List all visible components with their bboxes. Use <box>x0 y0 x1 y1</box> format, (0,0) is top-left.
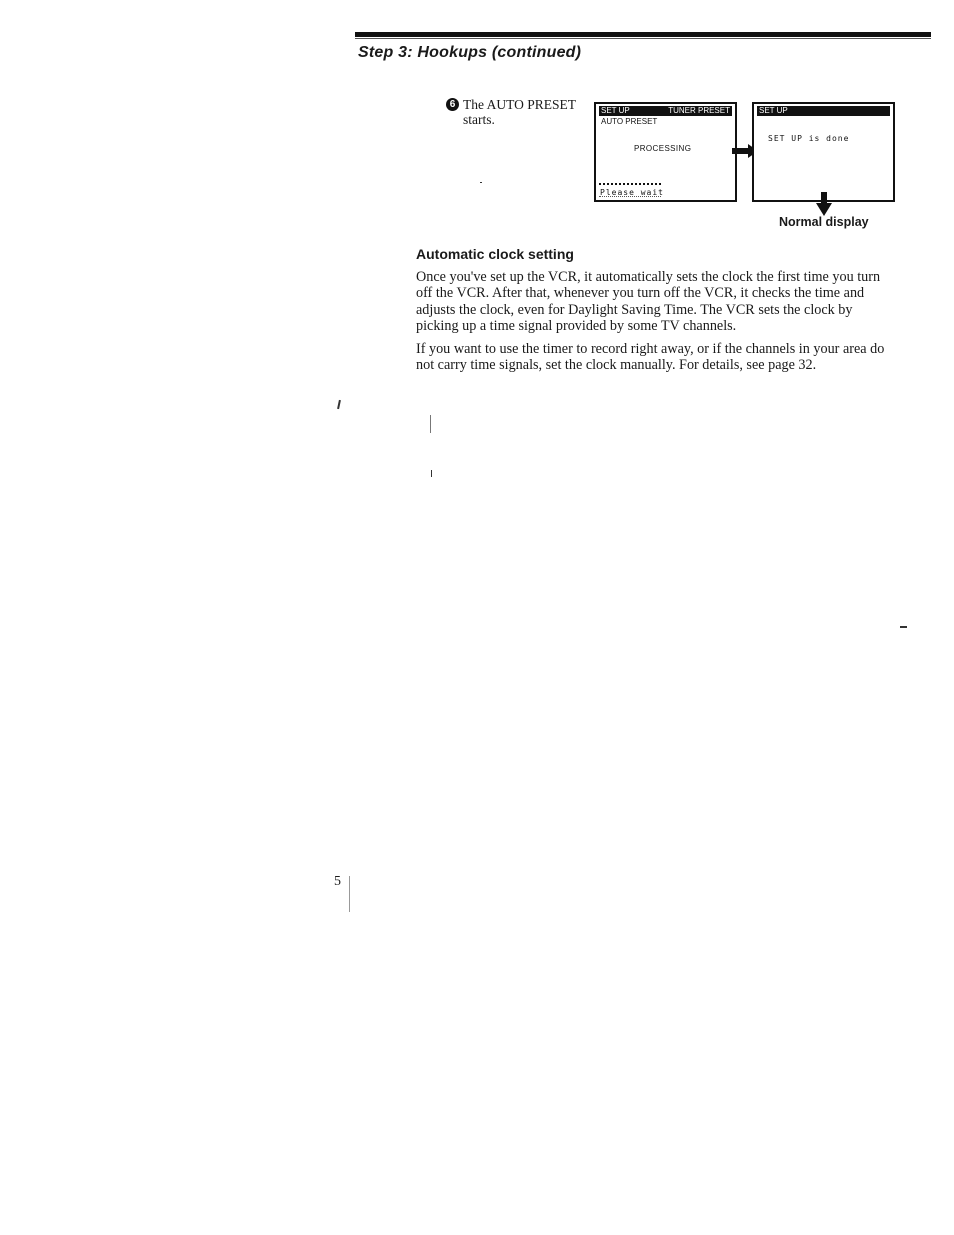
osd-please-wait: Please wait <box>600 188 664 197</box>
osd-bar-left: SET UP <box>759 106 788 115</box>
normal-display-label: Normal display <box>779 215 869 229</box>
header-rule <box>355 32 931 37</box>
scan-speck <box>431 470 432 477</box>
osd-screen-auto-preset <box>594 102 737 202</box>
osd-title-bar <box>599 106 732 116</box>
osd-title-bar <box>757 106 890 116</box>
osd-bar-left: SET UP <box>601 106 630 115</box>
osd-screen-setup-done <box>752 102 895 202</box>
step-number-badge: 6 <box>446 98 459 111</box>
osd-setup-done-text: SET UP is done <box>768 134 850 143</box>
section-paragraph-1: Once you've set up the VCR, it automatically sets the clock the first time you turn off the VCR. After that, whenever you turn off the VCR, it checks the time and adjusts the clock, even for Daylight Saving Time. The VCR sets the clock by picking up a time signal provided by some TV channels. <box>416 269 881 334</box>
arrow-down-icon <box>814 192 834 216</box>
page-number: 5 <box>334 874 341 889</box>
scan-speck <box>337 400 341 409</box>
gutter-line <box>349 876 350 912</box>
step-text: The AUTO PRESET starts. <box>463 97 576 127</box>
page-header: Step 3: Hookups (continued) <box>358 44 582 61</box>
scan-speck <box>430 415 431 433</box>
osd-processing-text: PROCESSING <box>634 144 692 153</box>
osd-bar-right: TUNER PRESET <box>668 106 730 115</box>
header-rule-thin <box>355 38 931 39</box>
section-paragraph-2: If you want to use the timer to record right away, or if the channels in your area do not carry time signals, set the clock manually. For details, see page 32. <box>416 341 885 374</box>
osd-progress-dots-bottom <box>599 196 661 197</box>
scan-speck <box>900 626 907 628</box>
scan-speck <box>480 182 482 183</box>
section-title: Automatic clock setting <box>416 246 574 262</box>
osd-auto-preset-label: AUTO PRESET <box>601 117 658 126</box>
